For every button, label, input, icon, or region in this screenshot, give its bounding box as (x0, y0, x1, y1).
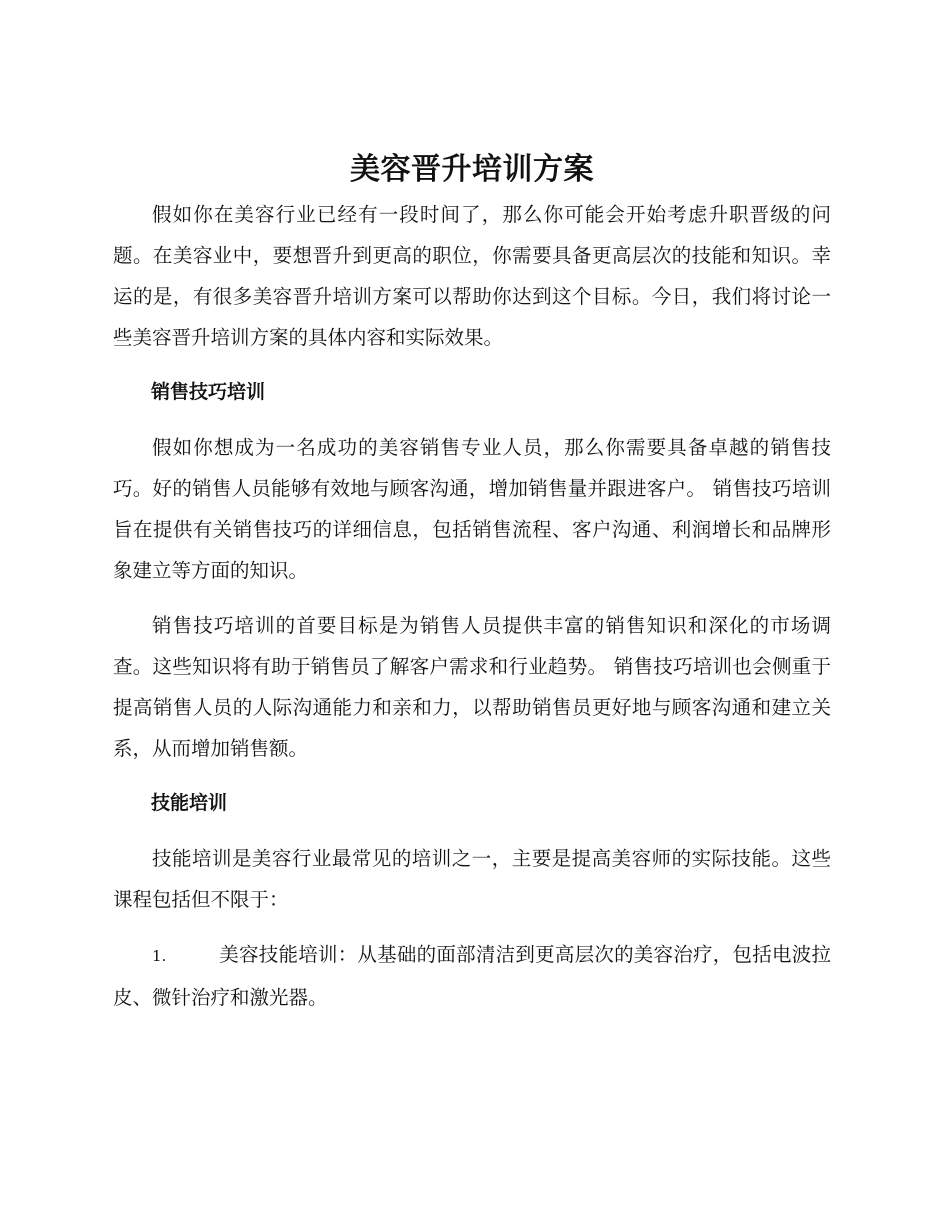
section-paragraph: 销售技巧培训的首要目标是为销售人员提供丰富的销售知识和深化的市场调查。这些知识将有助于销售员了解客户需求和行业趋势。 销售技巧培训也会侧重于提高销售人员的人际沟通能力和亲和力，以帮助销售员更好地与顾客沟通和建立关系，从而增加销售额。 (113, 614, 831, 760)
section-heading: 销售技巧培训 (151, 381, 266, 403)
list-item-number: 1. (152, 947, 167, 965)
section-sales-training (113, 372, 831, 769)
section-paragraph: 技能培训是美容行业最常见的培训之一，主要是提高美容师的实际技能。这些课程包括但不限于： (113, 847, 831, 911)
document-page (113, 146, 831, 1018)
section-skill-training (113, 783, 831, 1018)
intro-paragraph: 假如你在美容行业已经有一段时间了，那么你可能会开始考虑升职晋级的问题。在美容业中，要想晋升到更高的职位，你需要具备更高层次的技能和知识。幸运的是，有很多美容晋升培训方案可以帮助你达到这个目标。今日，我们将讨论一些美容晋升培训方案的具体内容和实际效果。 (113, 203, 831, 349)
list-item-text: 美容技能培训：从基础的面部清洁到更高层次的美容治疗，包括电波拉皮、微针治疗和激光器。 (113, 943, 831, 1009)
document-title: 美容晋升培训方案 (350, 152, 594, 187)
section-heading: 技能培训 (151, 792, 228, 814)
section-paragraph: 假如你想成为一名成功的美容销售专业人员，那么你需要具备卓越的销售技巧。好的销售人员能够有效地与顾客沟通，增加销售量并跟进客户。 销售技巧培训旨在提供有关销售技巧的详细信息，包括销售流程、客户沟通、利润增长和品牌形象建立等方面的知识。 (113, 436, 831, 582)
list-item (113, 934, 831, 1018)
